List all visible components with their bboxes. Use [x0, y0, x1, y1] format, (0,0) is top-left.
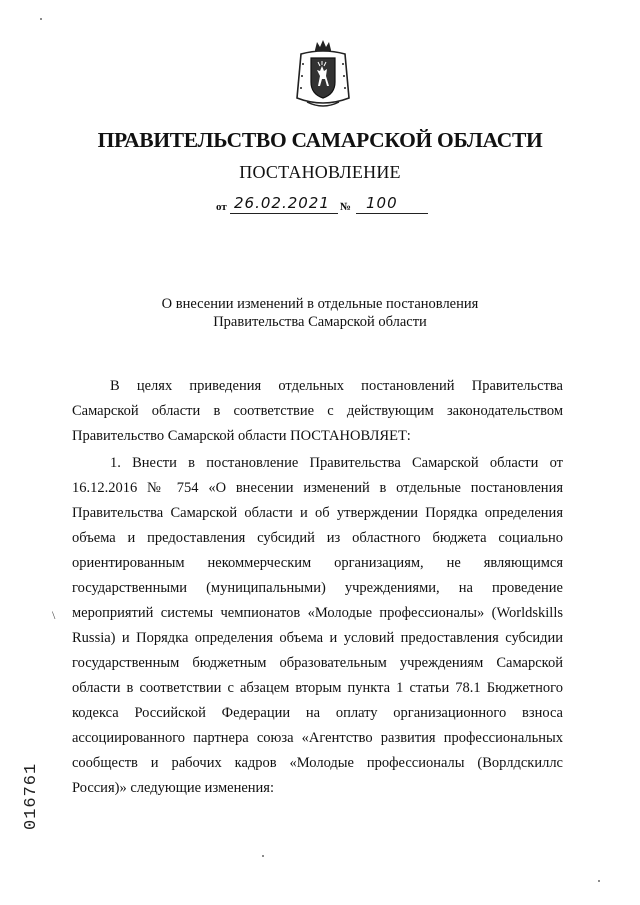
- body-paragraph-1: В целях приведения отдельных постановлений Правительства Самарской области в соответствие с действующим законодательством Правительство Самарской области ПОСТАНОВЛЯЕТ:: [72, 378, 563, 444]
- date-from-label: от: [216, 201, 227, 213]
- number-label: №: [340, 201, 352, 213]
- date-handwritten: 26.02.2021: [234, 194, 330, 212]
- body-paragraph-2: 1. Внести в постановление Правительства Самарской области от 16.12.2016 № 754 «О внесении изменений в отдельные постановления Правительства Самарской области и об утверждении Порядка определения объема и предоставления субсидий из областного бюджета социально ориентированным некоммерческим организациям, не являющимся государственными (муниципальными) учреждениями, на проведение мероприятий системы чемпионатов «Молодые профессионалы» (Worldskills Russia) и Порядка определения объема и условий предоставления субсидии государственным бюджетным образовательным учреждениям Самарской области в соответствии с абзацем вторым пункта 1 статьи 78.1 Бюджетного кодекса Российской Федерации на оплату организационного взноса ассоциированного партнера союза «Агентство развития профессиональных сообществ и рабочих кадров «Молодые профессионалы (Ворлдскиллс Россия)» следующие изменения:: [72, 455, 563, 796]
- number-handwritten: 100: [366, 194, 398, 212]
- document-subject: [0, 295, 640, 331]
- org-title: ПРАВИТЕЛЬСТВО САМАРСКОЙ ОБЛАСТИ: [97, 128, 543, 152]
- scan-speck: [262, 855, 264, 857]
- scan-speck: [598, 880, 600, 882]
- subject-line-2: Правительства Самарской области: [213, 314, 427, 330]
- samara-coat-of-arms-icon: [293, 38, 353, 110]
- document-body: [72, 374, 563, 803]
- side-serial-number: 016761: [22, 762, 41, 830]
- date-number-line: [216, 196, 436, 218]
- document-type: ПОСТАНОВЛЕНИЕ: [239, 162, 401, 182]
- scan-speck: [40, 18, 42, 20]
- date-underline: [230, 213, 338, 214]
- margin-mark: \: [52, 608, 56, 622]
- subject-line-1: О внесении изменений в отдельные постановления: [161, 296, 479, 312]
- number-underline: [356, 213, 428, 214]
